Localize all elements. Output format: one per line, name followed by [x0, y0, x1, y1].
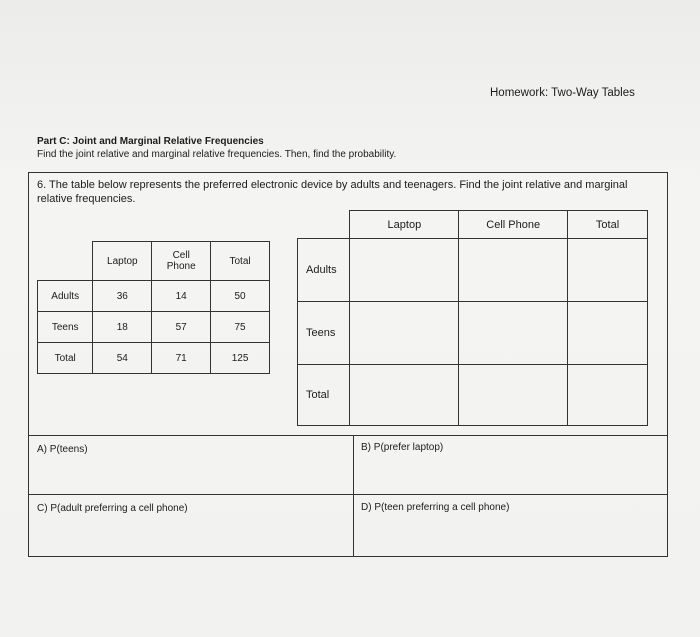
- given-cell: 125: [211, 343, 270, 374]
- answer-cell[interactable]: [459, 365, 568, 426]
- answer-cell[interactable]: [459, 239, 568, 302]
- corner-cell: [38, 242, 93, 281]
- question-c-label: C) P(adult preferring a cell phone): [37, 503, 188, 514]
- given-cell: 71: [152, 343, 211, 374]
- answer-cell[interactable]: [568, 302, 648, 365]
- blank-row-adults: Adults: [298, 239, 350, 302]
- question-b-label: B) P(prefer laptop): [361, 442, 444, 453]
- question-d-label: D) P(teen preferring a cell phone): [361, 502, 510, 513]
- answer-cell[interactable]: [350, 239, 459, 302]
- corner-cell: [298, 211, 350, 239]
- question-a-label: A) P(teens): [37, 444, 88, 455]
- part-instructions: Find the joint relative and marginal relative frequencies. Then, find the probability.: [37, 149, 397, 160]
- given-cell: 50: [211, 281, 270, 312]
- blank-row-total: Total: [298, 365, 350, 426]
- given-header-laptop: Laptop: [93, 242, 152, 281]
- blank-header-laptop: Laptop: [350, 211, 459, 239]
- given-row-label: Adults: [38, 281, 93, 312]
- given-row-label: Teens: [38, 312, 93, 343]
- answer-cell[interactable]: [459, 302, 568, 365]
- given-row-label: Total: [38, 343, 93, 374]
- answer-cell[interactable]: [350, 302, 459, 365]
- given-header-total: Total: [211, 242, 270, 281]
- given-frequency-table: [37, 241, 270, 374]
- given-cell: 54: [93, 343, 152, 374]
- answer-cell[interactable]: [568, 365, 648, 426]
- blank-row-teens: Teens: [298, 302, 350, 365]
- given-cell: 75: [211, 312, 270, 343]
- blank-header-cell-phone: Cell Phone: [459, 211, 568, 239]
- relative-frequency-table: [297, 210, 648, 426]
- given-cell: 18: [93, 312, 152, 343]
- homework-title: Homework: Two-Way Tables: [490, 87, 635, 99]
- question-text: 6. The table below represents the preferred electronic device by adults and teenagers. Find the joint relative and marginal relative frequencies.: [37, 179, 628, 205]
- answer-cell[interactable]: [350, 365, 459, 426]
- blank-header-total: Total: [568, 211, 648, 239]
- given-header-cell-phone: Cell Phone: [152, 242, 211, 281]
- part-title: Part C: Joint and Marginal Relative Frequencies: [37, 136, 264, 147]
- given-cell: 57: [152, 312, 211, 343]
- given-cell: 36: [93, 281, 152, 312]
- given-cell: 14: [152, 281, 211, 312]
- answer-cell[interactable]: [568, 239, 648, 302]
